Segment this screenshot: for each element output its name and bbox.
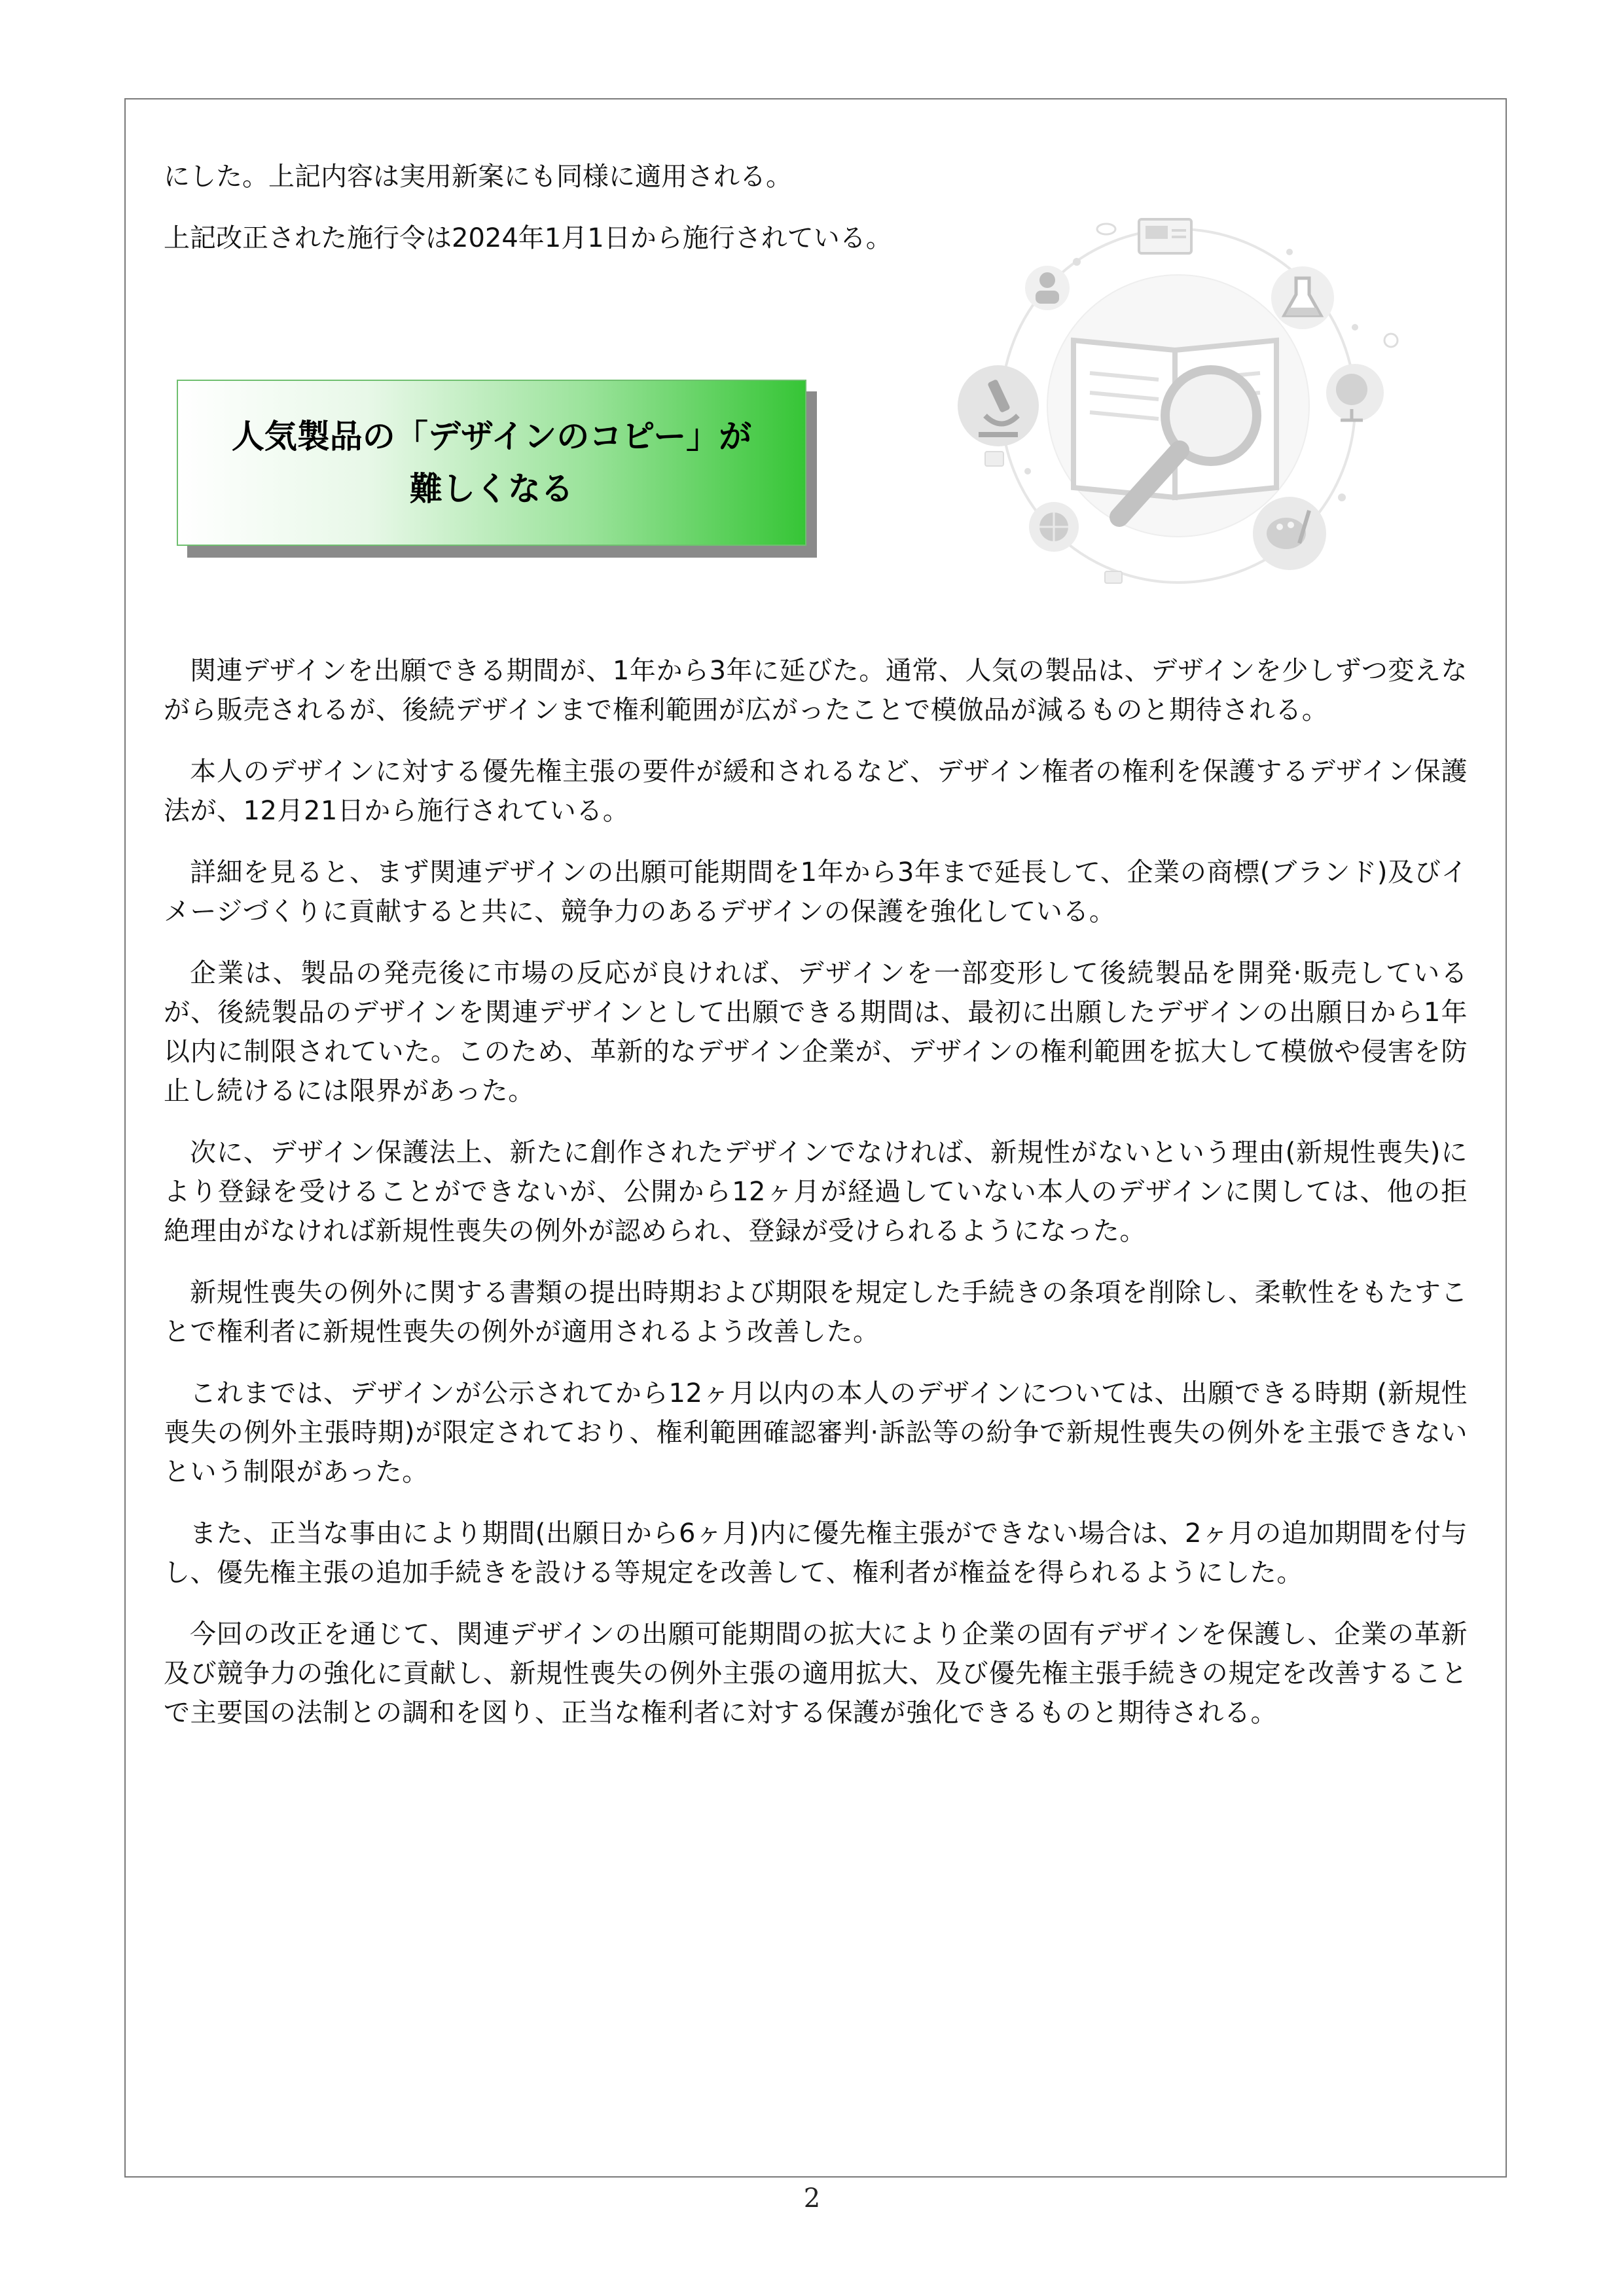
paragraph: 関連デザインを出願できる期間が、1年から3年に延びた。通常、人気の製品は、デザインを少しずつ変えながら販売されるが、後続デザインまで権利範囲が広がったことで模倣品が減るものと期待される。 <box>164 656 1468 725</box>
person-icon <box>1025 266 1070 310</box>
paragraph: 新規性喪失の例外に関する書類の提出時期および期限を規定した手続きの条項を削除し、柔軟性をもたすことで権利者に新規性喪失の例外が適用されるよう改善した。 <box>164 1278 1468 1347</box>
intro-line-1: にした。上記内容は実用新案にも同様に適用される。 <box>164 162 792 192</box>
page-number: 2 <box>803 2183 821 2214</box>
paragraph: 本人のデザインに対する優先権主張の要件が緩和されるなど、デザイン権者の権利を保護するデザイン保護法が、12月21日から施行されている。 <box>164 757 1468 826</box>
paragraph: また、正当な事由により期間(出願日から6ヶ月)内に優先権主張ができない場合は、2ヶ月の追加期間を付与し、優先権主張の追加手続きを設ける等規定を改善して、権利者が権益を得られるようにした。 <box>164 1518 1468 1588</box>
basketball-icon <box>1029 502 1079 552</box>
paragraph: 企業は、製品の発売後に市場の反応が良ければ、デザインを一部変形して後続製品を開発·販売しているが、後続製品のデザインを関連デザインとして出願できる期間は、最初に出願したデザインの出願日から1年以内に制限されていた。このため、革新的なデザイン企業が、デザインの権利範囲を拡大して模倣や侵害を防止し続けるには限界があった。 <box>164 958 1468 1106</box>
globe-icon <box>1326 364 1384 422</box>
flask-icon <box>1271 266 1334 329</box>
paragraph: 今回の改正を通じて、関連デザインの出願可能期間の拡大により企業の固有デザインを保護し、企業の革新及び競争力の強化に貢献し、新規性喪失の例外主張の適用拡大、及び優先権主張手続きの規定を改善することで主要国の法制との調和を図り、正当な権利者に対する保護が強化できるものと期待される。 <box>164 1619 1468 1728</box>
paragraph: 詳細を見ると、まず関連デザインの出願可能期間を1年から3年まで延長して、企業の商標(ブランド)及びイメージづくりに貢献すると共に、競争力のあるデザインの保護を強化している。 <box>164 857 1468 927</box>
intro-line-2: 上記改正された施行令は2024年1月1日から施行されている。 <box>164 223 892 253</box>
article-body <box>164 651 1468 1755</box>
monitor-icon <box>1139 219 1191 253</box>
microscope-icon <box>958 365 1039 446</box>
headline-box <box>177 380 806 546</box>
paragraph: 次に、デザイン保護法上、新たに創作されたデザインでなければ、新規性がないという理由(新規性喪失)により登録を受けることができないが、公開から12ヶ月が経過していない本人のデザインに関しては、他の拒絶理由がなければ新規性喪失の例外が認められ、登録が受けられるようになった。 <box>164 1138 1468 1246</box>
palette-icon <box>1253 497 1326 570</box>
headline-line-1: 人気製品の「デザインのコピー」が <box>231 418 752 456</box>
research-illustration <box>923 190 1427 609</box>
paragraph: これまでは、デザインが公示されてから12ヶ月以内の本人のデザインについては、出願できる時期 (新規性喪失の例外主張時期)が限定されており、権利範囲確認審判·訴訟等の紛争で新規性喪失の例外を主張できないという制限があった。 <box>164 1378 1468 1487</box>
headline-line-2: 難しくなる <box>410 470 573 508</box>
